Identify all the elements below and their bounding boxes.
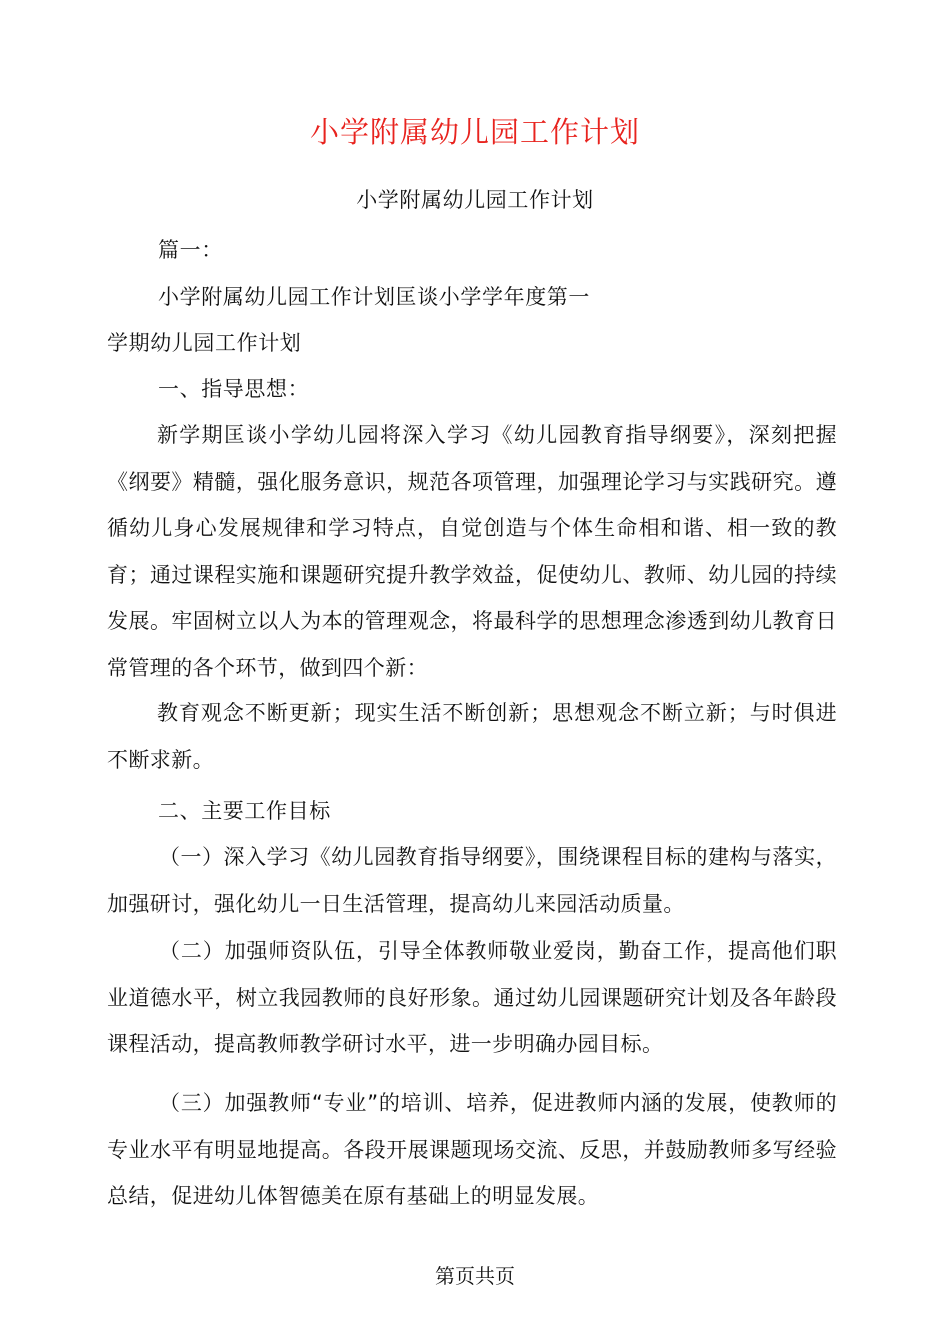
section-heading-guiding-ideology: 一、指导思想： bbox=[158, 377, 310, 401]
goal-item-3: （三）加强教师“专业”的培训、培养，促进教师内涵的发展，使教师的专业水平有明显地提高。各段开展课题现场交流、反思，并鼓励教师多写经验总结，促进幼儿体智德美在原有基础上的明显发展。 bbox=[107, 1091, 837, 1209]
paragraph-guiding-ideology: 新学期匡谈小学幼儿园将深入学习《幼儿园教育指导纲要》，深刻把握《纲要》精髓，强化服务意识，规范各项管理，加强理论学习与实践研究。遵循幼儿身心发展规律和学习特点，自觉创造与个体生命相和谐、相一致的教育；通过课程实施和课题研究提升教学效益，促使幼儿、教师、幼儿园的持续发展。牢固树立以人为本的管理观念，将最科学的思想理念渗透到幼儿教育日常管理的各个环节，做到四个新： bbox=[107, 423, 837, 680]
goal-item-1: （一）深入学习《幼儿园教育指导纲要》，围绕课程目标的建构与落实，加强研讨，强化幼儿一日生活管理，提高幼儿来园活动质量。 bbox=[107, 845, 837, 916]
heading-line-2: 学期幼儿园工作计划 bbox=[107, 331, 302, 355]
page-footer: 第页共页 bbox=[435, 1264, 515, 1288]
chapter-label: 篇一： bbox=[158, 238, 223, 262]
document-subtitle: 小学附属幼儿园工作计划 bbox=[356, 188, 594, 212]
paragraph-four-new: 教育观念不断更新；现实生活不断创新；思想观念不断立新；与时俱进不断求新。 bbox=[107, 701, 837, 772]
heading-line-1: 小学附属幼儿园工作计划匡谈小学学年度第一 bbox=[158, 285, 590, 309]
goal-item-2: （二）加强师资队伍，引导全体教师敬业爱岗，勤奋工作，提高他们职业道德水平，树立我园教师的良好形象。通过幼儿园课题研究计划及各年龄段课程活动，提高教师教学研讨水平，进一步明确办园目标。 bbox=[107, 939, 837, 1057]
section-heading-main-goals: 二、主要工作目标 bbox=[158, 799, 331, 823]
document-title: 小学附属幼儿园工作计划 bbox=[309, 115, 640, 149]
